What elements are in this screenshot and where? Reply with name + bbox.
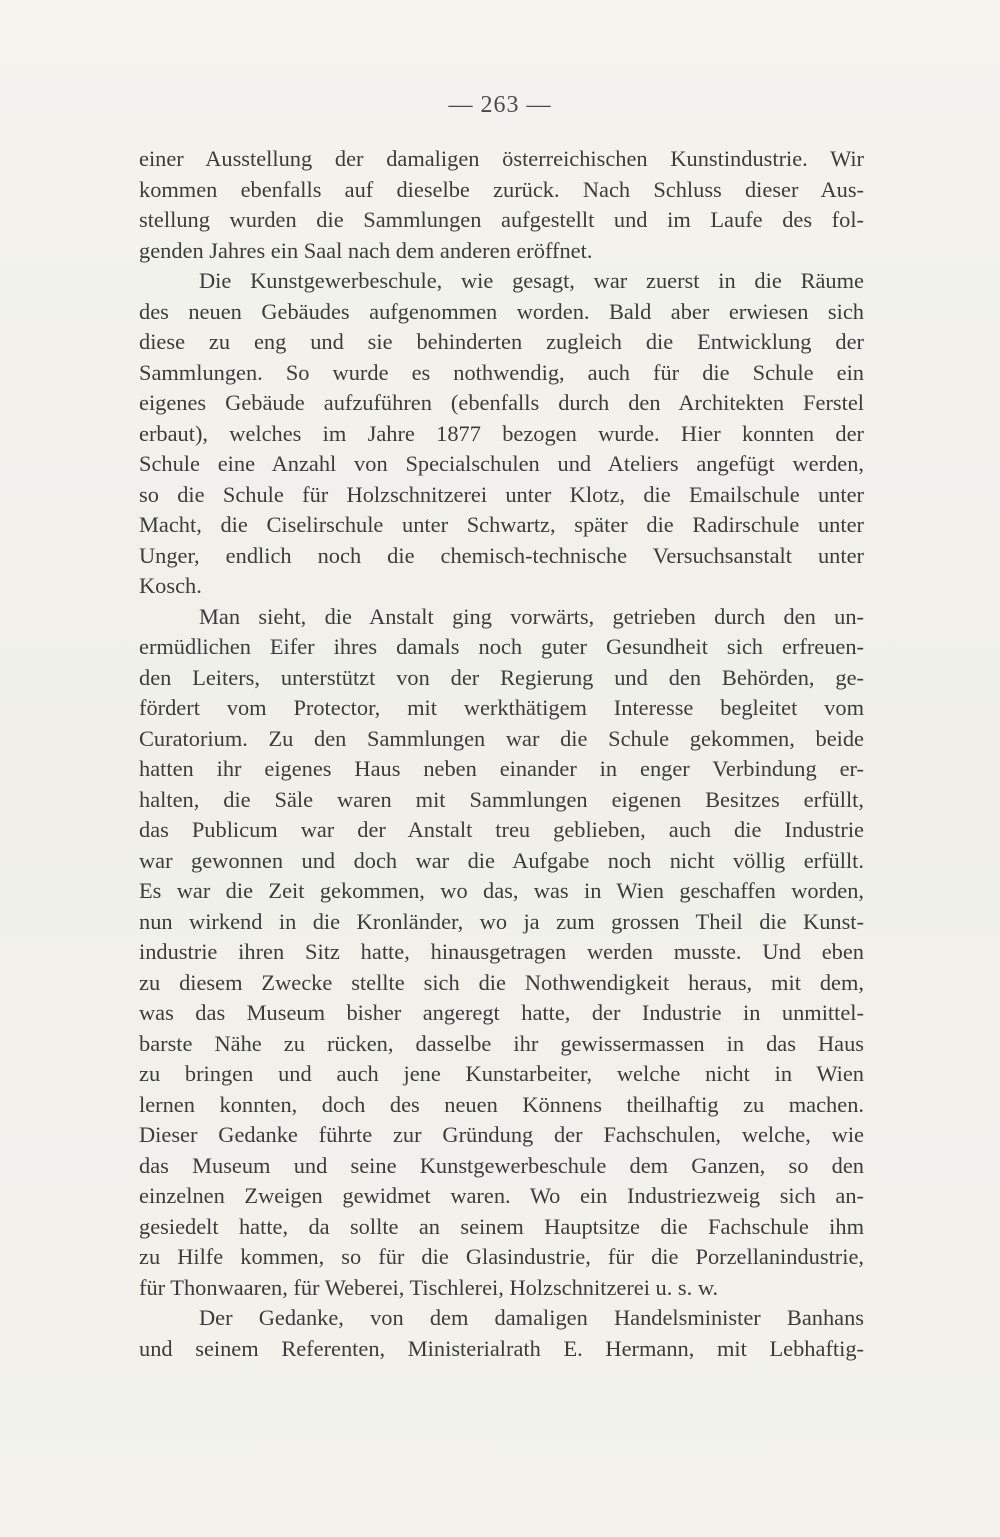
- text-line: diese zu eng und sie behinderten zugleich die Entwicklung der: [139, 329, 864, 354]
- paragraph: [139, 602, 864, 1304]
- text-line: Man sieht, die Anstalt ging vorwärts, getrieben durch den un-: [199, 603, 864, 629]
- text-line: Der Gedanke, von dem damaligen Handelsminister Banhans: [199, 1305, 864, 1330]
- body-text: [139, 144, 864, 1364]
- text-line: Kosch.: [139, 573, 202, 598]
- text-line: Schule eine Anzahl von Specialschulen und Ateliers angefügt werden,: [139, 451, 864, 476]
- text-line: für Thonwaaren, für Weberei, Tischlerei, Holzschnitzerei u. s. w.: [139, 1274, 719, 1300]
- text-line: einer Ausstellung der damaligen österreichischen Kunstindustrie. Wir: [139, 146, 864, 171]
- text-line: ermüdlichen Eifer ihres damals noch guter Gesundheit sich erfreuen-: [139, 634, 864, 659]
- text-line: fördert vom Protector, mit werkthätigem Interesse begleitet vom: [139, 695, 864, 720]
- paragraph: [139, 144, 864, 266]
- paragraph: [139, 1303, 864, 1364]
- page-number: — 263 —: [448, 92, 552, 118]
- text-line: hatten ihr eigenes Haus neben einander in enger Verbindung er-: [139, 756, 864, 781]
- text-line: Macht, die Ciselirschule unter Schwartz, später die Radirschule unter: [139, 512, 864, 537]
- text-line: zu bringen und auch jene Kunstarbeiter, welche nicht in Wien: [139, 1061, 864, 1086]
- text-line: erbaut), welches im Jahre 1877 bezogen wurde. Hier konnten der: [139, 420, 864, 446]
- text-line: genden Jahres ein Saal nach dem anderen eröffnet.: [139, 237, 593, 263]
- text-line: was das Museum bisher angeregt hatte, der Industrie in unmittel-: [139, 1000, 864, 1025]
- text-line: stellung wurden die Sammlungen aufgestellt und im Laufe des fol-: [139, 207, 864, 232]
- text-line: zu diesem Zwecke stellte sich die Nothwendigkeit heraus, mit dem,: [139, 969, 864, 995]
- text-line: des neuen Gebäudes aufgenommen worden. Bald aber erwiesen sich: [139, 298, 864, 324]
- text-line: kommen ebenfalls auf dieselbe zurück. Nach Schluss dieser Aus-: [139, 176, 864, 202]
- text-line: so die Schule für Holzschnitzerei unter Klotz, die Emailschule unter: [139, 481, 864, 507]
- text-line: und seinem Referenten, Ministerialrath E. Hermann, mit Lebhaftig-: [139, 1335, 864, 1361]
- text-line: barste Nähe zu rücken, dasselbe ihr gewissermassen in das Haus: [139, 1030, 864, 1056]
- text-line: Dieser Gedanke führte zur Gründung der Fachschulen, welche, wie: [139, 1122, 864, 1147]
- text-line: Unger, endlich noch die chemisch-technische Versuchsanstalt unter: [139, 542, 864, 568]
- text-line: war gewonnen und doch war die Aufgabe noch nicht völlig erfüllt.: [139, 847, 864, 873]
- text-line: Sammlungen. So wurde es nothwendig, auch für die Schule ein: [139, 359, 864, 385]
- text-line: Die Kunstgewerbeschule, wie gesagt, war zuerst in die Räume: [199, 268, 864, 293]
- text-line: eigenes Gebäude aufzuführen (ebenfalls durch den Architekten Ferstel: [139, 390, 864, 415]
- paragraph: [139, 266, 864, 602]
- text-line: das Museum und seine Kunstgewerbeschule dem Ganzen, so den: [139, 1152, 864, 1178]
- text-line: gesiedelt hatte, da sollte an seinem Hauptsitze die Fachschule ihm: [139, 1213, 864, 1239]
- text-line: nun wirkend in die Kronländer, wo ja zum grossen Theil die Kunst-: [139, 908, 864, 934]
- text-line: Es war die Zeit gekommen, wo das, was in Wien geschaffen worden,: [139, 878, 864, 903]
- text-line: den Leiters, unterstützt von der Regierung und den Behörden, ge-: [139, 664, 864, 690]
- text-line: das Publicum war der Anstalt treu geblieben, auch die Industrie: [139, 817, 864, 842]
- text-line: halten, die Säle waren mit Sammlungen eigenen Besitzes erfüllt,: [139, 786, 864, 812]
- text-line: Curatorium. Zu den Sammlungen war die Schule gekommen, beide: [139, 725, 864, 751]
- text-line: zu Hilfe kommen, so für die Glasindustrie, für die Porzellanindustrie,: [139, 1244, 864, 1269]
- text-line: einzelnen Zweigen gewidmet waren. Wo ein Industriezweig sich an-: [139, 1183, 864, 1208]
- text-line: industrie ihren Sitz hatte, hinausgetragen werden musste. Und eben: [139, 939, 864, 964]
- text-line: lernen konnten, doch des neuen Könnens theilhaftig zu machen.: [139, 1091, 864, 1117]
